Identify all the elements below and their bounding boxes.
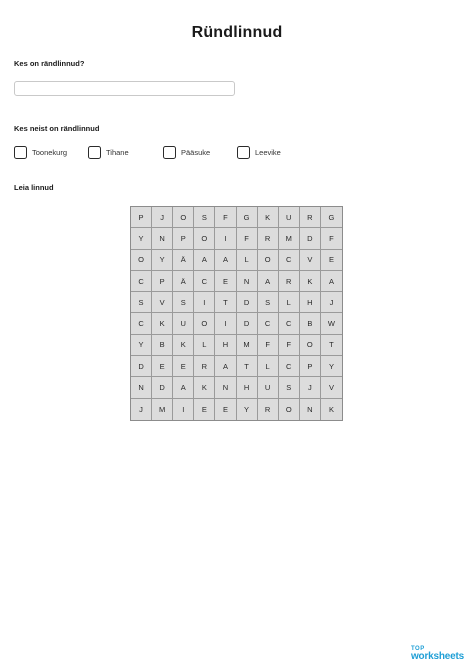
grid-cell[interactable]: J — [152, 207, 173, 228]
grid-cell[interactable]: A — [194, 250, 215, 271]
grid-cell[interactable]: B — [152, 335, 173, 356]
grid-cell[interactable]: M — [279, 228, 300, 249]
grid-cell[interactable]: N — [152, 228, 173, 249]
grid-cell[interactable]: K — [258, 207, 279, 228]
option-toonekurg[interactable] — [14, 144, 67, 160]
grid-cell[interactable]: R — [279, 271, 300, 292]
grid-cell[interactable]: F — [215, 207, 236, 228]
grid-cell[interactable]: T — [321, 335, 342, 356]
grid-cell[interactable]: O — [258, 250, 279, 271]
grid-cell[interactable]: K — [328, 404, 334, 414]
grid-cell[interactable]: L — [194, 335, 215, 356]
grid-cell[interactable]: N — [131, 377, 152, 398]
grid-cell[interactable]: O — [194, 313, 215, 334]
grid-cell[interactable]: E — [321, 250, 342, 271]
grid-cell[interactable]: E — [173, 356, 194, 377]
grid-cell[interactable]: L — [237, 250, 258, 271]
grid-cell[interactable]: C — [194, 271, 215, 292]
grid-cell[interactable]: I — [215, 313, 236, 334]
logo-text-top: TOP — [410, 646, 425, 652]
question-2-label: Kes neist on rändlinnud — [14, 124, 100, 133]
grid-cell[interactable]: L — [258, 356, 279, 377]
grid-cell[interactable]: N — [300, 399, 321, 420]
option-label: Leevike — [255, 147, 281, 157]
grid-cell[interactable]: R — [300, 207, 321, 228]
grid-cell[interactable]: K — [300, 271, 321, 292]
grid-cell[interactable]: C — [131, 313, 152, 334]
grid-cell[interactable]: E — [194, 399, 215, 420]
grid-cell[interactable]: A — [215, 250, 236, 271]
grid-cell[interactable]: K — [152, 313, 173, 334]
grid-cell[interactable]: W — [321, 313, 342, 334]
grid-cell[interactable]: R — [258, 228, 279, 249]
page-title: Ründlinnud — [191, 24, 283, 41]
grid-cell[interactable]: A — [173, 377, 194, 398]
grid-cell[interactable]: Ä — [173, 250, 194, 271]
grid-cell[interactable]: U — [258, 377, 279, 398]
grid-cell[interactable]: F — [258, 335, 279, 356]
grid-cell[interactable]: C — [279, 356, 300, 377]
grid-cell[interactable]: U — [173, 313, 194, 334]
grid-cell[interactable]: C — [279, 250, 300, 271]
grid-cell[interactable]: D — [237, 292, 258, 313]
grid-cell[interactable]: P — [300, 356, 321, 377]
grid-cell[interactable]: M — [152, 399, 173, 420]
grid-cell[interactable]: O — [300, 335, 321, 356]
grid-cell[interactable]: A — [215, 356, 236, 377]
grid-cell[interactable]: Y — [237, 399, 258, 420]
grid-cell[interactable]: D — [300, 228, 321, 249]
grid-cell[interactable]: R — [258, 399, 279, 420]
word-search-grid — [130, 206, 343, 421]
grid-cell[interactable]: P — [152, 271, 173, 292]
grid-cell[interactable]: K — [173, 335, 194, 356]
grid-cell[interactable]: T — [215, 292, 236, 313]
grid-cell[interactable]: Y — [131, 228, 152, 249]
grid-cell[interactable]: N — [237, 271, 258, 292]
grid-cell[interactable]: D — [152, 377, 173, 398]
grid-cell[interactable]: G — [321, 207, 342, 228]
grid-cell[interactable]: O — [131, 250, 152, 271]
question-3-label: Leia linnud — [14, 183, 54, 192]
grid-cell[interactable]: P — [131, 207, 152, 228]
grid-cell[interactable]: G — [237, 207, 258, 228]
grid-cell[interactable]: Y — [321, 356, 342, 377]
option-label: Tihane — [106, 147, 129, 157]
grid-cell[interactable]: A — [258, 271, 279, 292]
option-label: Toonekurg — [32, 147, 68, 157]
grid-cell[interactable]: Y — [152, 250, 173, 271]
checkbox-tihane[interactable] — [88, 146, 101, 159]
grid-cell[interactable]: Ä — [173, 271, 194, 292]
grid-cell[interactable]: E — [215, 399, 236, 420]
grid-cell[interactable]: I — [194, 292, 215, 313]
grid-cell[interactable]: K — [194, 377, 215, 398]
grid-cell[interactable]: H — [237, 377, 258, 398]
topworksheets-logo — [411, 646, 464, 662]
grid-cell[interactable]: V — [300, 250, 321, 271]
checkbox-paasuke[interactable] — [163, 146, 176, 159]
grid-cell[interactable]: H — [300, 292, 321, 313]
grid-cell[interactable]: U — [279, 207, 300, 228]
grid-cell[interactable]: I — [173, 399, 194, 420]
option-leevike[interactable] — [237, 144, 281, 160]
grid-cell[interactable]: O — [194, 228, 215, 249]
checkbox-toonekurg[interactable] — [14, 146, 27, 159]
grid-cell[interactable]: S — [194, 207, 215, 228]
grid-cell[interactable]: D — [237, 313, 258, 334]
grid-cell[interactable]: C — [131, 271, 152, 292]
grid-cell[interactable]: F — [279, 335, 300, 356]
grid-cell[interactable]: C — [279, 313, 300, 334]
option-tihane[interactable] — [88, 144, 129, 160]
grid-cell[interactable]: B — [300, 313, 321, 334]
grid-cell[interactable]: V — [152, 292, 173, 313]
grid-cell[interactable]: A — [321, 271, 342, 292]
grid-cell[interactable]: O — [173, 207, 194, 228]
option-label: Pääsuke — [181, 147, 211, 157]
grid-cell[interactable]: F — [321, 228, 342, 249]
question-1-label: Kes on rändlinnud? — [14, 59, 85, 68]
grid-cell[interactable]: J — [321, 292, 342, 313]
grid-cell[interactable]: S — [258, 292, 279, 313]
grid-cell[interactable]: E — [215, 271, 236, 292]
grid-cell[interactable]: S — [173, 292, 194, 313]
grid-cell[interactable]: Y — [131, 335, 152, 356]
grid-cell[interactable]: F — [237, 228, 258, 249]
grid-cell[interactable]: N — [215, 377, 236, 398]
grid-cell[interactable]: D — [131, 356, 152, 377]
grid-cell[interactable]: L — [279, 292, 300, 313]
grid-cell[interactable]: M — [237, 335, 258, 356]
grid-cell[interactable]: I — [215, 228, 236, 249]
grid-cell[interactable]: J — [131, 399, 152, 420]
grid-cell[interactable]: O — [279, 399, 300, 420]
logo-text-bottom: worksheets — [410, 651, 464, 662]
grid-cell[interactable]: H — [215, 335, 236, 356]
checkbox-leevike[interactable] — [237, 146, 250, 159]
grid-cell[interactable]: T — [237, 356, 258, 377]
grid-cell[interactable]: R — [194, 356, 215, 377]
grid-cell[interactable]: S — [131, 292, 152, 313]
grid-cell[interactable]: S — [279, 377, 300, 398]
option-paasuke[interactable] — [163, 144, 210, 160]
answer-input[interactable] — [14, 81, 235, 96]
grid-cell[interactable]: P — [173, 228, 194, 249]
grid-cell[interactable]: J — [300, 377, 321, 398]
grid-cell[interactable]: E — [152, 356, 173, 377]
grid-cell[interactable]: C — [258, 313, 279, 334]
grid-cell[interactable]: V — [321, 377, 342, 398]
